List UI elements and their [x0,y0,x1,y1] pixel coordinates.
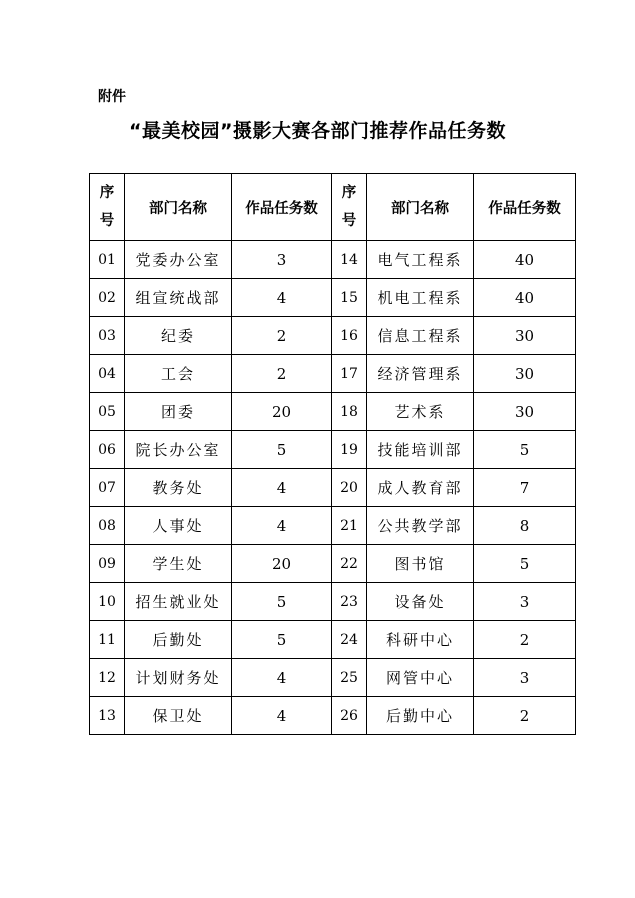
right-dept-cell: 科研中心 [367,621,474,659]
left-count-cell: 4 [232,659,332,697]
left-count-cell: 20 [232,393,332,431]
left-dept-cell: 学生处 [125,545,232,583]
left-count-cell: 4 [232,507,332,545]
right-count-cell: 3 [474,659,576,697]
left-count-cell: 4 [232,697,332,735]
header-seq-right [332,174,367,241]
table-row [90,545,576,583]
right-seq-cell: 18 [332,393,367,431]
left-dept-cell: 计划财务处 [125,659,232,697]
left-count-cell: 3 [232,241,332,279]
left-dept-cell: 院长办公室 [125,431,232,469]
right-dept-cell: 网管中心 [367,659,474,697]
right-seq-cell: 23 [332,583,367,621]
table-row [90,431,576,469]
left-count-cell: 2 [232,355,332,393]
table-row [90,317,576,355]
table-row [90,241,576,279]
left-seq-cell: 11 [90,621,125,659]
header-seq-line2: 号 [341,213,357,229]
left-dept-cell: 人事处 [125,507,232,545]
right-count-cell: 2 [474,697,576,735]
table-row [90,507,576,545]
header-dept-left: 部门名称 [125,174,232,241]
left-count-cell: 2 [232,317,332,355]
header-seq-line2: 号 [99,213,115,229]
right-dept-cell: 电气工程系 [367,241,474,279]
right-dept-cell: 图书馆 [367,545,474,583]
left-dept-cell: 招生就业处 [125,583,232,621]
left-seq-cell: 09 [90,545,125,583]
table-row [90,583,576,621]
left-seq-cell: 04 [90,355,125,393]
left-dept-cell: 教务处 [125,469,232,507]
table-row [90,469,576,507]
header-seq-left [90,174,125,241]
left-seq-cell: 05 [90,393,125,431]
right-count-cell: 30 [474,393,576,431]
left-count-cell: 5 [232,431,332,469]
left-count-cell: 4 [232,469,332,507]
right-dept-cell: 后勤中心 [367,697,474,735]
right-count-cell: 40 [474,241,576,279]
left-dept-cell: 保卫处 [125,697,232,735]
left-seq-cell: 07 [90,469,125,507]
right-dept-cell: 成人教育部 [367,469,474,507]
left-seq-cell: 10 [90,583,125,621]
left-dept-cell: 组宣统战部 [125,279,232,317]
right-count-cell: 30 [474,355,576,393]
table-row [90,393,576,431]
task-table [89,173,576,735]
right-seq-cell: 14 [332,241,367,279]
header-count-right: 作品任务数 [474,174,576,241]
left-dept-cell: 工会 [125,355,232,393]
right-dept-cell: 公共教学部 [367,507,474,545]
header-seq-line1: 序 [341,185,357,201]
left-count-cell: 20 [232,545,332,583]
document-title: “最美校园”摄影大赛各部门推荐作品任务数 [129,120,506,142]
left-dept-cell: 纪委 [125,317,232,355]
left-seq-cell: 01 [90,241,125,279]
table-header-row [90,174,576,241]
table-row [90,355,576,393]
right-count-cell: 30 [474,317,576,355]
left-dept-cell: 团委 [125,393,232,431]
header-seq-line1: 序 [99,185,115,201]
header-dept-right: 部门名称 [367,174,474,241]
right-seq-cell: 16 [332,317,367,355]
right-count-cell: 5 [474,545,576,583]
right-count-cell: 5 [474,431,576,469]
right-dept-cell: 设备处 [367,583,474,621]
right-count-cell: 3 [474,583,576,621]
right-count-cell: 8 [474,507,576,545]
right-dept-cell: 机电工程系 [367,279,474,317]
left-seq-cell: 03 [90,317,125,355]
left-seq-cell: 06 [90,431,125,469]
left-seq-cell: 02 [90,279,125,317]
table-row [90,621,576,659]
right-seq-cell: 19 [332,431,367,469]
right-count-cell: 2 [474,621,576,659]
left-seq-cell: 08 [90,507,125,545]
attachment-label: 附件 [98,89,126,105]
right-seq-cell: 15 [332,279,367,317]
left-dept-cell: 后勤处 [125,621,232,659]
table-row [90,697,576,735]
header-count-left: 作品任务数 [232,174,332,241]
right-dept-cell: 信息工程系 [367,317,474,355]
right-dept-cell: 经济管理系 [367,355,474,393]
right-seq-cell: 24 [332,621,367,659]
right-seq-cell: 21 [332,507,367,545]
left-count-cell: 5 [232,583,332,621]
right-seq-cell: 26 [332,697,367,735]
right-count-cell: 40 [474,279,576,317]
right-seq-cell: 17 [332,355,367,393]
left-seq-cell: 13 [90,697,125,735]
table-row [90,659,576,697]
left-dept-cell: 党委办公室 [125,241,232,279]
right-seq-cell: 20 [332,469,367,507]
right-seq-cell: 22 [332,545,367,583]
right-seq-cell: 25 [332,659,367,697]
table-row [90,279,576,317]
left-seq-cell: 12 [90,659,125,697]
right-dept-cell: 技能培训部 [367,431,474,469]
left-count-cell: 5 [232,621,332,659]
right-dept-cell: 艺术系 [367,393,474,431]
left-count-cell: 4 [232,279,332,317]
right-count-cell: 7 [474,469,576,507]
